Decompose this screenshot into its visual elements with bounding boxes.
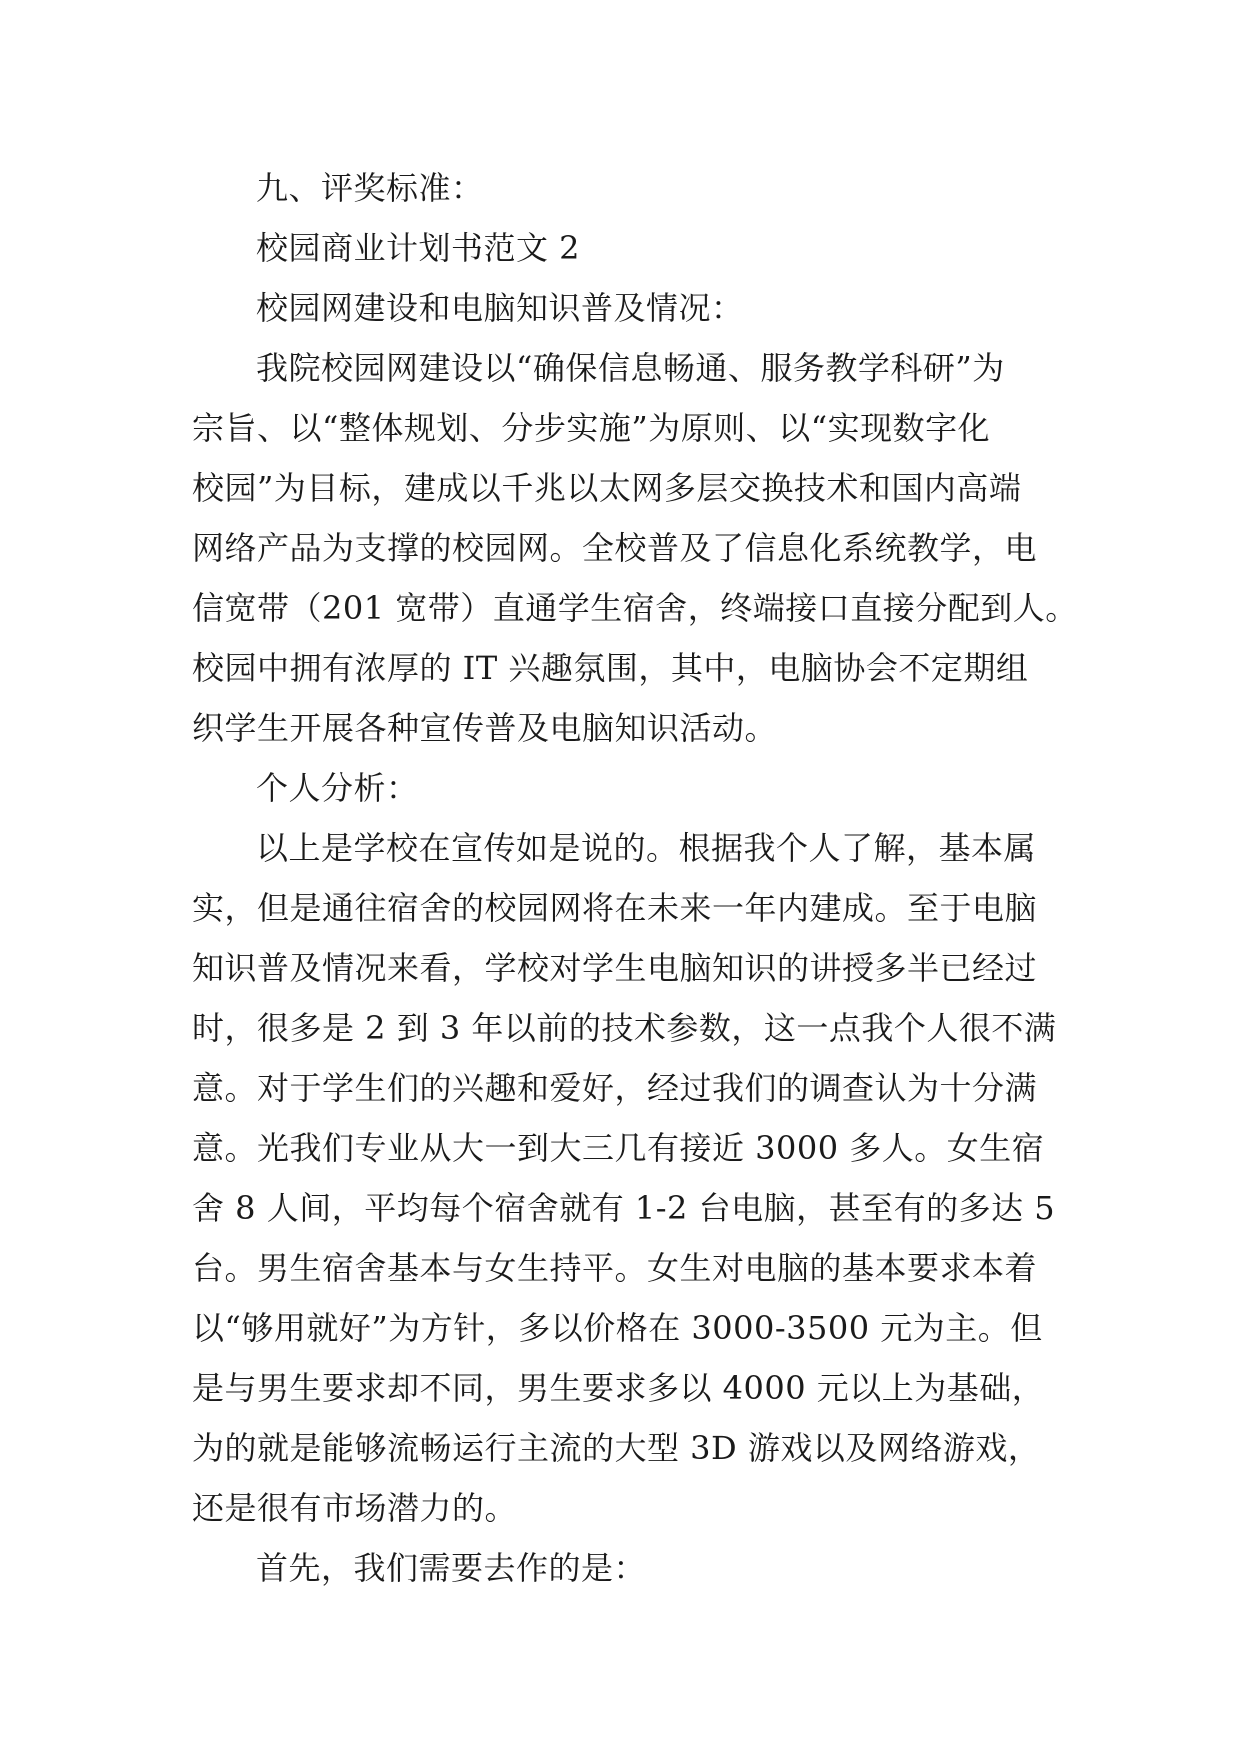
paragraph-line: 知识普及情况来看，学校对学生电脑知识的讲授多半已经过	[192, 949, 1038, 987]
paragraph-line: 意。光我们专业从大一到大三几有接近 3000 多人。女生宿	[192, 1129, 1045, 1167]
paragraph-line: 舍 8 人间，平均每个宿舍就有 1-2 台电脑，甚至有的多达 5	[192, 1189, 1056, 1227]
heading-award-criteria: 九、评奖标准：	[256, 169, 484, 207]
paragraph-line: 还是很有市场潜力的。	[192, 1489, 518, 1527]
paragraph-line: 网络产品为支撑的校园网。全校普及了信息化系统教学，电	[192, 529, 1038, 567]
paragraph-line: 以上是学校在宣传如是说的。根据我个人了解，基本属	[256, 829, 1037, 867]
paragraph-line: 信宽带（201 宽带）直通学生宿舍，终端接口直接分配到人。	[192, 589, 1078, 627]
paragraph-line: 以“够用就好”为方针，多以价格在 3000-3500 元为主。但	[192, 1309, 1043, 1347]
paragraph-line: 是与男生要求却不同，男生要求多以 4000 元以上为基础，	[192, 1369, 1045, 1407]
heading-personal-analysis: 个人分析：	[256, 769, 419, 807]
paragraph-line: 首先，我们需要去作的是：	[256, 1549, 647, 1587]
paragraph-line: 校园中拥有浓厚的 IT 兴趣氛围，其中，电脑协会不定期组	[192, 649, 1029, 687]
document-body	[192, 158, 1078, 1598]
heading-campus-network: 校园网建设和电脑知识普及情况：	[256, 289, 744, 327]
paragraph-line: 实，但是通往宿舍的校园网将在未来一年内建成。至于电脑	[192, 889, 1038, 927]
paragraph-line: 时，很多是 2 到 3 年以前的技术参数，这一点我个人很不满	[192, 1009, 1057, 1047]
paragraph-line: 织学生开展各种宣传普及电脑知识活动。	[192, 709, 778, 747]
paragraph-line: 台。男生宿舍基本与女生持平。女生对电脑的基本要求本着	[192, 1249, 1038, 1287]
paragraph-line: 为的就是能够流畅运行主流的大型 3D 游戏以及网络游戏，	[192, 1429, 1041, 1467]
paragraph-line: 我院校园网建设以“确保信息畅通、服务教学科研”为	[256, 349, 1005, 387]
paragraph-line: 宗旨、以“整体规划、分步实施”为原则、以“实现数字化	[192, 409, 991, 447]
paragraph-line: 校园”为目标，建成以千兆以太网多层交换技术和国内高端	[192, 469, 1022, 507]
paragraph-line: 意。对于学生们的兴趣和爱好，经过我们的调查认为十分满	[192, 1069, 1038, 1107]
heading-sample-title: 校园商业计划书范文 2	[256, 229, 581, 267]
